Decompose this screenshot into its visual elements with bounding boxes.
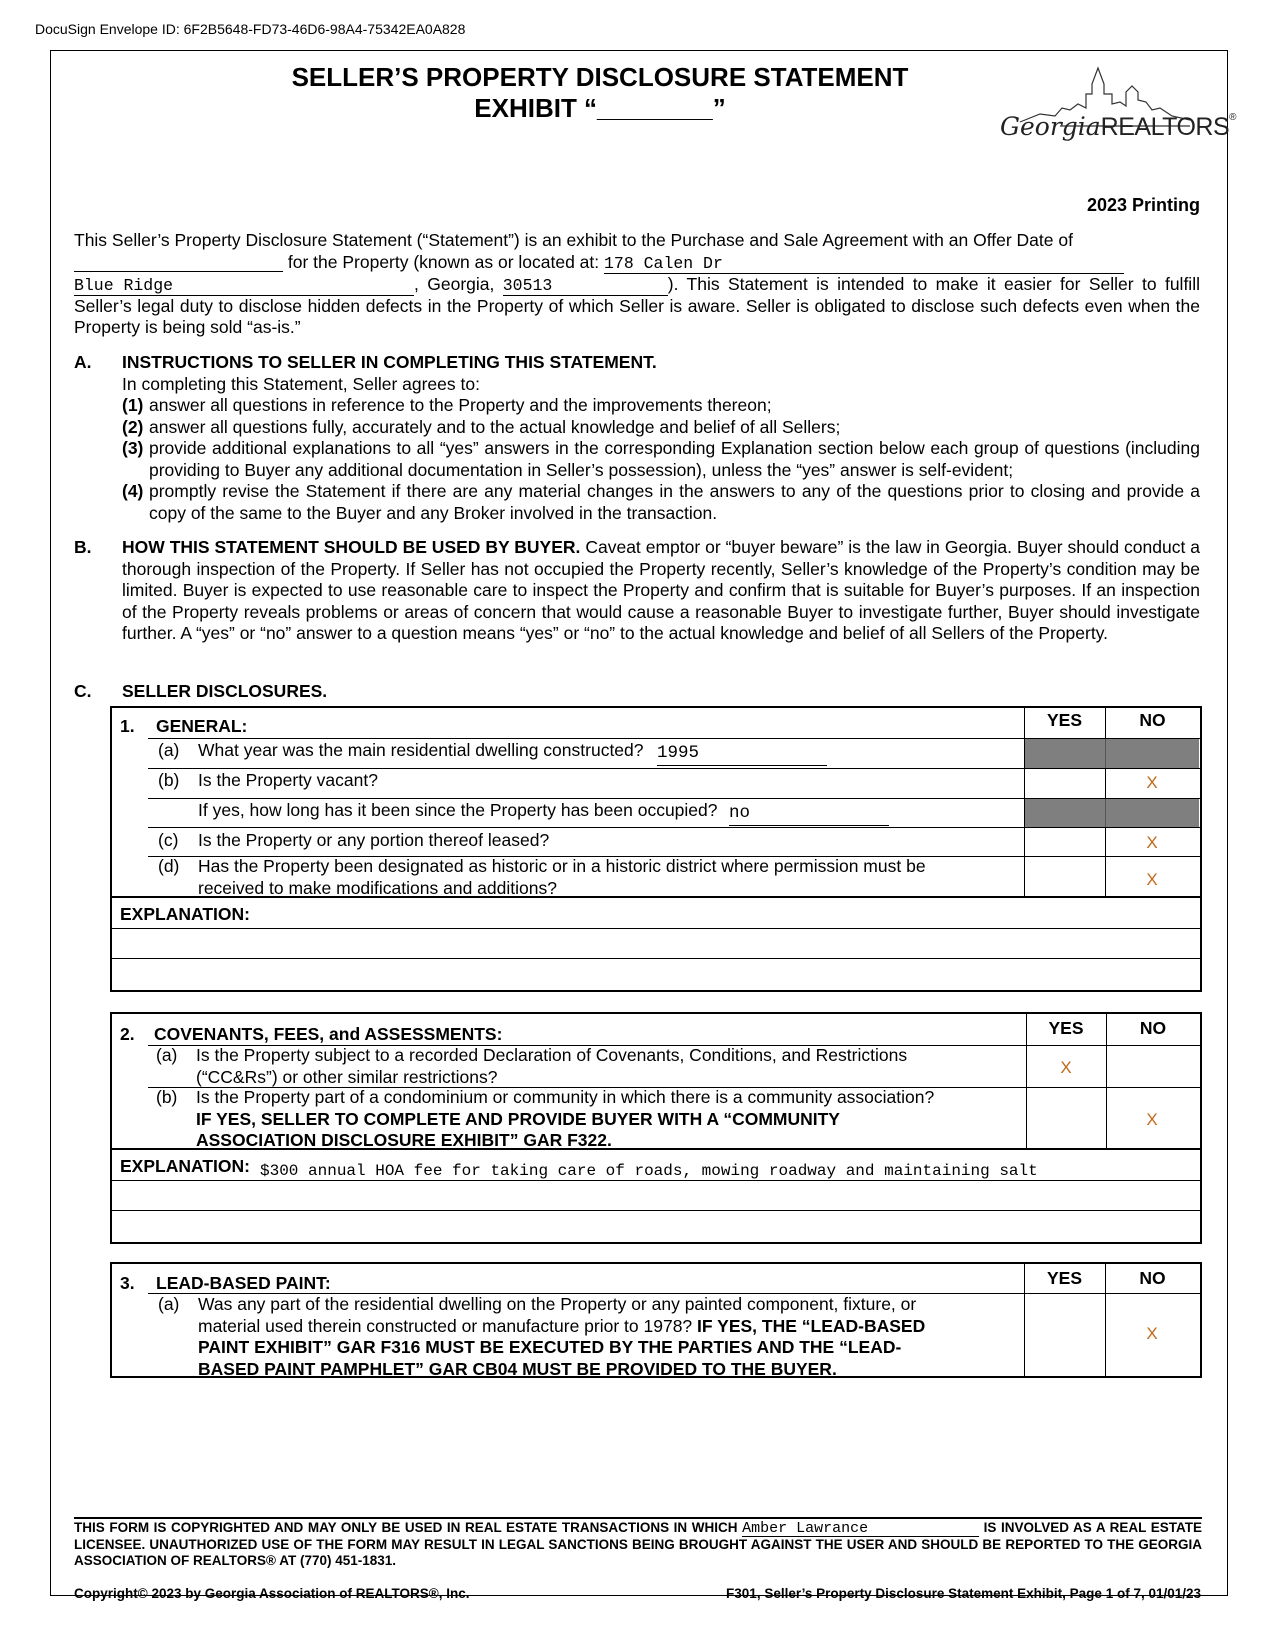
lead-paint-num: 3. <box>120 1273 135 1293</box>
lead-paint-no-header: NO <box>1139 1268 1166 1288</box>
section-c-heading: SELLER DISCLOSURES. <box>122 681 328 701</box>
covenants-b-label: (b) <box>156 1087 178 1107</box>
property-zip-field[interactable]: 30513 <box>503 277 668 296</box>
list-item: (4) promptly revise the Statement if there are any material changes in the answers to any of the questions prior to closing and provide a copy of the same to the Buyer and any Broker involved in the transaction. <box>122 481 1200 523</box>
section-b-text: Caveat emptor or “buyer beware” is the law in Georgia. Buyer should conduct a thorough inspection of the Property. If Seller has not occupied the Property recently, Seller’s knowledge of the Property’s condition may be limited. Buyer is expected to use reasonable care to inspect the Property and confirm that is suitable for Buyer’s purposes. If an inspection of the Property reveals problems or areas of concern that would cause a reasonable Buyer to investigate further, Buyer should investigate further. A “yes” or “no” answer to a question means “yes” or “no” to the actual knowledge and belief of all Sellers of the Property. <box>122 537 1200 643</box>
exhibit-label: EXHIBIT “________” <box>474 93 726 123</box>
property-address-field[interactable]: 178 Calen Dr <box>604 255 1124 274</box>
general-a-label: (a) <box>158 740 180 760</box>
general-b-text: Is the Property vacant? <box>198 770 378 790</box>
general-d-label: (d) <box>158 856 180 876</box>
covenants-b-note: IF YES, SELLER TO COMPLETE AND PROVIDE BUYER WITH A “COMMUNITY ASSOCIATION DISCLOSURE EXHIBIT” GAR F322. <box>196 1108 840 1150</box>
lead-paint-no-mark[interactable]: X <box>1146 1324 1158 1343</box>
general-b2-text: If yes, how long has it been since the Property has been occupied? <box>198 800 718 820</box>
lead-paint-a-note: IF YES, THE “LEAD-BASED PAINT EXHIBIT” GAR F316 MUST BE EXECUTED BY THE PARTIES AND THE “LEAD-BASED PAINT PAMPHLET” GAR CB04 MUST BE PROVIDED TO THE BUYER. <box>198 1315 926 1379</box>
section-a-letter: A. <box>74 352 92 372</box>
lead-paint-a-label: (a) <box>158 1294 180 1314</box>
list-item: (3) provide additional explanations to all “yes” answers in the corresponding Explanation section below each group of questions (including providing to Buyer any additional documentation in Seller’s possession), unless the “yes” answer is self-evident; <box>122 438 1200 480</box>
intro-text-2: for the Property (known as or located at: <box>287 251 600 272</box>
offer-date-field[interactable] <box>74 253 283 272</box>
covenants-title: COVENANTS, FEES, and ASSESSMENTS: <box>154 1024 503 1044</box>
licensee-name-field[interactable]: Amber Lawrance <box>742 1522 979 1537</box>
lead-paint-title: LEAD-BASED PAINT: <box>156 1273 331 1293</box>
general-b-label: (b) <box>158 770 180 790</box>
year-built-field[interactable]: 1995 <box>657 743 827 766</box>
vacant-no-mark[interactable]: X <box>1146 773 1158 792</box>
shaded-cell <box>1025 739 1199 768</box>
printing-year: 2023 Printing <box>1086 195 1200 215</box>
lead-paint-yes-header: YES <box>1046 1268 1083 1288</box>
docusign-envelope-id: DocuSign Envelope ID: 6F2B5648-FD73-46D6-98A4-75342EA0A828 <box>35 21 466 37</box>
lead-paint-table <box>110 1262 1202 1378</box>
covenants-table <box>110 1012 1202 1244</box>
general-c-text: Is the Property or any portion thereof leased? <box>198 830 550 850</box>
section-c-letter: C. <box>74 681 92 701</box>
general-c-label: (c) <box>158 830 179 850</box>
covenants-a-label: (a) <box>156 1045 178 1065</box>
covenants-explanation-label: EXPLANATION: <box>120 1156 250 1176</box>
covenants-a-text: Is the Property subject to a recorded Declaration of Covenants, Conditions, and Restrictions (“CC&Rs”) or other similar restrictions? <box>196 1045 908 1087</box>
footer-text-1: THIS FORM IS COPYRIGHTED AND MAY ONLY BE USED IN REAL ESTATE TRANSACTIONS IN WHICH <box>74 1520 738 1535</box>
section-a-heading: INSTRUCTIONS TO SELLER IN COMPLETING THIS STATEMENT. <box>122 352 657 372</box>
general-no-header: NO <box>1139 710 1166 730</box>
ccrs-yes-mark[interactable]: X <box>1060 1058 1072 1077</box>
lead-paint-a-text: Was any part of the residential dwelling on the Property or any painted component, fixture, or material used therein constructed or manufacture prior to 1978? <box>198 1294 917 1336</box>
historic-no-mark[interactable]: X <box>1146 870 1158 889</box>
form-title: SELLER’S PROPERTY DISCLOSURE STATEMENT <box>291 62 909 92</box>
general-a-text: What year was the main residential dwelling constructed? <box>198 740 644 760</box>
footer-rule <box>74 1517 1202 1519</box>
covenants-num: 2. <box>120 1024 135 1044</box>
intro-text-1: This Seller’s Property Disclosure Statement (“Statement”) is an exhibit to the Purchase and Sale Agreement with an Offer Date of <box>74 230 1073 250</box>
list-item: (1) answer all questions in reference to the Property and the improvements thereon; <box>122 395 772 415</box>
lead-paint-a-body <box>198 1294 958 1380</box>
covenants-b-body <box>196 1087 996 1152</box>
footer-form-id: F301, Seller’s Property Disclosure Statement Exhibit, Page 1 of 7, 01/01/23 <box>726 1586 1201 1601</box>
footer-text-2: IS INVOLVED AS A REAL ESTATE LICENSEE. UNAUTHORIZED USE OF THE FORM MAY RESULT IN LEGAL SANCTIONS BEING BROUGHT AGAINST THE USER AND SHOULD BE REPORTED TO THE GEORGIA ASSOCIATION OF REALTORS® AT (770) 451-1831. <box>74 1520 1202 1568</box>
general-d-text: Has the Property been designated as historic or in a historic district where permission must be received to make modifications and additions? <box>198 856 926 898</box>
community-association-no-mark[interactable]: X <box>1146 1110 1158 1129</box>
intro-paragraph <box>74 230 1200 339</box>
section-b-letter: B. <box>74 537 92 557</box>
general-yes-header: YES <box>1046 710 1083 730</box>
footer-notice <box>74 1520 1202 1569</box>
covenants-explanation-field[interactable]: $300 annual HOA fee for taking care of roads, mowing roadway and maintaining salt <box>260 1162 1038 1180</box>
covenants-no-header: NO <box>1139 1018 1167 1038</box>
general-title: GENERAL: <box>156 716 248 736</box>
general-num: 1. <box>120 716 135 736</box>
section-a-lead: In completing this Statement, Seller agrees to: <box>122 373 480 394</box>
covenants-yes-header: YES <box>1048 1018 1084 1038</box>
section-b-body <box>122 537 1200 645</box>
intro-text-4: ). This Statement is intended to make it easier for Seller to fulfill Seller’s legal duty to disclose hidden defects in the Property of which Seller is aware. Seller is obligated to disclose such defects even when the Property is being sold “as-is.” <box>74 273 1200 337</box>
section-b-heading: HOW THIS STATEMENT SHOULD BE USED BY BUYER. <box>122 537 581 557</box>
section-a-body <box>122 352 1200 524</box>
list-item: (2) answer all questions fully, accurately and to the actual knowledge and belief of all Sellers; <box>122 416 841 437</box>
general-explanation-label: EXPLANATION: <box>120 904 250 924</box>
property-city-field[interactable]: Blue Ridge <box>74 277 414 296</box>
leased-no-mark[interactable]: X <box>1146 833 1158 852</box>
general-table <box>110 706 1202 992</box>
shaded-cell <box>1025 799 1199 827</box>
occupied-duration-field[interactable]: no <box>729 803 889 826</box>
covenants-b-text: Is the Property part of a condominium or community in which there is a community association? <box>196 1087 935 1107</box>
georgia-realtors-logo: GeorgiaREALTORS® <box>1000 64 1212 164</box>
intro-text-3: , Georgia, <box>414 273 495 294</box>
footer-copyright: Copyright© 2023 by Georgia Association of REALTORS®, Inc. <box>74 1586 470 1601</box>
